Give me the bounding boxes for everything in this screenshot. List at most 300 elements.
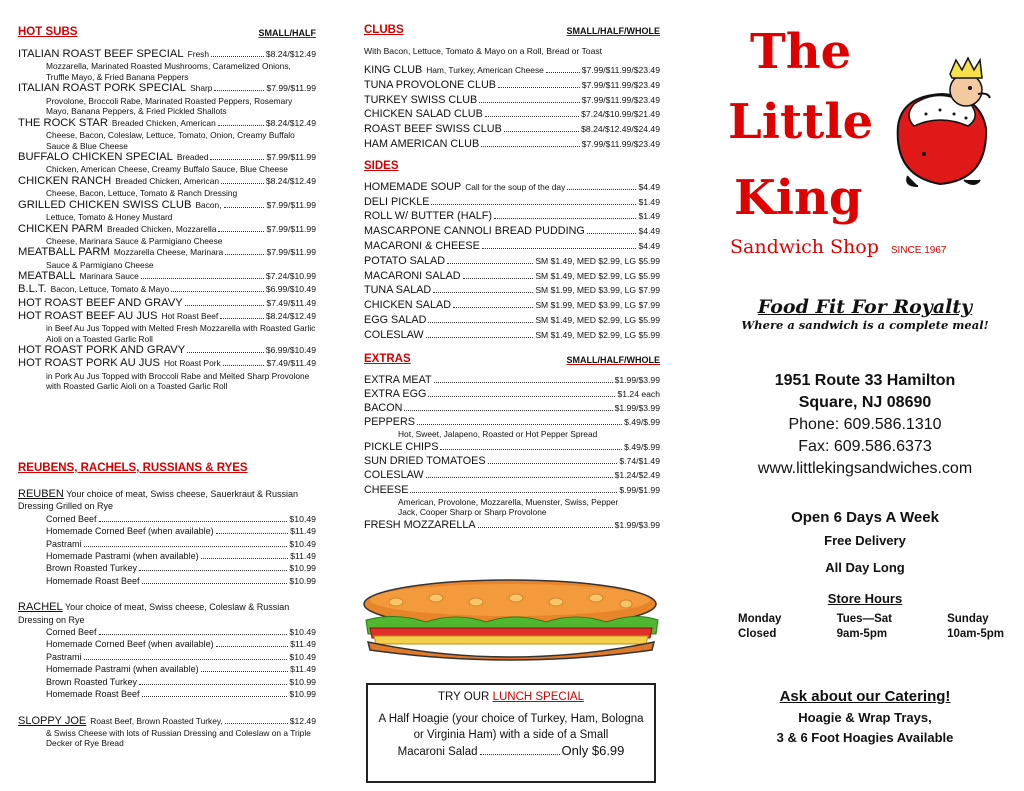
clubs-header xyxy=(364,24,660,36)
store-hours-column xyxy=(837,612,892,642)
dot-leader xyxy=(426,337,534,338)
side-price: SM $1.49, MED $2.99, LG $5.99 xyxy=(535,329,660,340)
dot-leader xyxy=(428,396,615,397)
dot-leader xyxy=(567,189,636,190)
extra-name: CHEESE xyxy=(364,483,409,496)
extra-price: $1.24 each xyxy=(617,388,660,399)
club-name: TUNA PROVOLONE CLUB xyxy=(364,78,496,91)
extra-price: $1.24/$2.49 xyxy=(614,470,660,481)
reuben-item-row xyxy=(18,651,316,663)
reuben-item-name: Brown Roasted Turkey xyxy=(46,676,138,687)
dot-leader xyxy=(142,583,288,584)
hot-sub-row xyxy=(18,357,316,370)
side-name: CHICKEN SALAD xyxy=(364,299,451,312)
dot-leader xyxy=(504,131,579,132)
side-row xyxy=(364,209,660,224)
dot-leader xyxy=(224,207,265,208)
sloppy-joe-name: SLOPPY JOE xyxy=(18,714,87,727)
hot-subs-title: HOT SUBS xyxy=(18,26,78,38)
hot-sub-price: $7.49/$11.49 xyxy=(266,297,316,308)
hot-sub-name: THE ROCK STAR xyxy=(18,116,108,129)
hot-sub-price: $8.24/$12.49 xyxy=(265,175,316,186)
hot-sub-price: $7.24/$10.99 xyxy=(265,271,316,282)
king-mascot-icon xyxy=(884,56,996,190)
clubs-note: With Bacon, Lettuce, Tomato & Mayo on a Roll, Bread or Toast xyxy=(364,46,603,56)
dot-leader xyxy=(434,382,613,383)
side-row xyxy=(364,254,660,269)
reuben-item-price: $10.99 xyxy=(289,563,316,574)
dot-leader xyxy=(220,318,264,319)
hot-sub-description: Cheese, Bacon, Lettuce, Tomato & Ranch Dressing xyxy=(46,188,238,199)
side-row xyxy=(364,180,660,195)
hot-sub-description: Lettuce, Tomato & Honey Mustard xyxy=(46,211,173,222)
reuben-group-desc: Your choice of meat, Swiss cheese, Coleslaw & Russian Dressing on Rye xyxy=(18,602,290,625)
dot-leader xyxy=(210,159,264,160)
hot-sub-row xyxy=(18,310,316,323)
brand-title-little: Little xyxy=(728,94,874,150)
reuben-item-price: $10.99 xyxy=(289,676,316,687)
dot-leader xyxy=(453,307,533,308)
hot-sub-price: $6.99/$10.49 xyxy=(265,284,316,295)
hot-sub-subtext: Breaded Chicken, American xyxy=(115,175,220,186)
side-price: SM $1.99, MED $3.99, LG $7.99 xyxy=(535,300,660,311)
hot-sub-name: HOT ROAST PORK AU JUS xyxy=(18,357,160,370)
dot-leader xyxy=(225,254,264,255)
reuben-group-name: REUBEN xyxy=(18,488,64,500)
side-row xyxy=(364,328,660,343)
club-row xyxy=(364,63,660,78)
extra-row xyxy=(364,440,660,454)
website-link[interactable]: www.littlekingsandwiches.com xyxy=(757,460,973,477)
store-hours-column xyxy=(738,612,781,642)
hot-sub-row xyxy=(18,246,316,259)
dot-leader xyxy=(488,463,618,464)
hot-sub-row xyxy=(18,117,316,130)
reuben-item-price: $10.49 xyxy=(289,627,316,638)
side-price: $4.49 xyxy=(638,226,660,237)
lunch-special-body: A Half Hoagie (your choice of Turkey, Ham, Bologna or Virginia Ham) with a side of a Small xyxy=(378,713,644,741)
side-price: $1.49 xyxy=(638,196,660,207)
hot-sub-price: $7.99/$11.99 xyxy=(266,152,316,163)
club-row xyxy=(364,107,660,122)
dot-leader xyxy=(187,352,264,353)
dot-leader xyxy=(223,365,265,366)
extra-row xyxy=(364,401,660,415)
hot-sub-subtext: Breaded xyxy=(176,152,209,163)
brand-title-the: The xyxy=(750,24,852,80)
dot-leader xyxy=(201,558,288,559)
dot-leader xyxy=(99,634,288,635)
hot-sub-price: $8.24/$12.49 xyxy=(265,49,316,59)
dot-leader xyxy=(482,248,637,249)
hot-sub-name: HOT ROAST PORK AND GRAVY xyxy=(18,344,186,357)
dot-leader xyxy=(216,533,288,534)
dot-leader xyxy=(214,90,264,91)
side-row xyxy=(364,239,660,254)
catering-line-2: 3 & 6 Foot Hoagies Available xyxy=(776,730,954,745)
reuben-group-desc: Your choice of meat, Swiss cheese, Sauerkraut & Russian Dressing Grilled on Rye xyxy=(18,489,298,512)
hot-sub-price: $8.24/$12.49 xyxy=(265,117,316,128)
hot-sub-description: Chicken, American Cheese, Creamy Buffalo Sauce, Blue Cheese xyxy=(46,164,288,175)
club-row xyxy=(364,137,660,152)
hot-sub-name: MEATBALL xyxy=(18,270,76,283)
side-name: POTATO SALAD xyxy=(364,254,445,267)
fax: Fax: 609.586.6373 xyxy=(798,438,932,455)
hot-sub-price: $7.99/$11.99 xyxy=(266,223,316,234)
reuben-item-price: $11.49 xyxy=(290,526,316,537)
side-name: MACARONI SALAD xyxy=(364,269,461,282)
extra-price: $.49/$.99 xyxy=(624,417,660,428)
reuben-item-row xyxy=(18,513,316,525)
extra-price: $.49/$.99 xyxy=(624,441,660,452)
hot-sub-description: Cheese, Marinara Sauce & Parmigiano Cheese xyxy=(46,235,223,246)
hot-sub-row xyxy=(18,223,316,236)
hot-sub-subtext: Marinara Sauce xyxy=(79,271,139,282)
reuben-item-name: Homemade Roast Beef xyxy=(46,689,140,700)
dot-leader xyxy=(431,204,636,205)
extras-list xyxy=(364,373,660,533)
hot-sub-price: $8.24/$12.49 xyxy=(265,310,316,321)
side-name: TUNA SALAD xyxy=(364,284,432,297)
hot-sub-row xyxy=(18,270,316,283)
side-price: $1.49 xyxy=(638,211,660,222)
extra-name: COLESLAW xyxy=(364,469,424,482)
side-name: MACARONI & CHEESE xyxy=(364,239,480,252)
slogan: Where a sandwich is a complete meal! xyxy=(741,318,989,332)
dot-leader xyxy=(141,278,264,279)
brand-since: SINCE 1967 xyxy=(890,245,947,256)
hot-sub-description: in Beef Au Jus Topped with Melted Fresh Mozzarella with Roasted Garlic Aioli on a Toasted Garlic Roll xyxy=(46,322,316,344)
dot-leader xyxy=(211,56,264,57)
reuben-item-price: $11.49 xyxy=(290,639,316,650)
phone: Phone: 609.586.1310 xyxy=(788,416,942,433)
hot-sub-description: Sauce & Parmigiano Cheese xyxy=(46,259,154,270)
dot-leader xyxy=(494,218,637,219)
catering-line-1: Hoagie & Wrap Trays, xyxy=(798,710,932,725)
clubs-list xyxy=(364,63,660,152)
reuben-item-row xyxy=(18,562,316,574)
extra-price: $1.99/$3.99 xyxy=(614,519,660,530)
hot-sub-row xyxy=(18,297,316,310)
hot-sub-name: B.L.T. xyxy=(18,283,47,296)
extras-title: EXTRAS xyxy=(364,352,411,365)
extras-header xyxy=(364,353,660,365)
reuben-item-name: Homemade Pastrami (when available) xyxy=(46,664,199,675)
dot-leader xyxy=(410,492,617,493)
brand-title-king: King xyxy=(734,170,863,226)
dot-leader xyxy=(426,477,613,478)
hot-sub-price: $6.99/$10.49 xyxy=(265,345,316,356)
reuben-item-row xyxy=(18,676,316,688)
reuben-item-name: Pastrami xyxy=(46,538,82,549)
sloppy-joe-price: $12.49 xyxy=(289,715,316,726)
dot-leader xyxy=(218,231,264,232)
hot-sub-price: $7.99/$11.99 xyxy=(266,199,316,210)
reuben-item-name: Homemade Roast Beef xyxy=(46,575,140,586)
dot-leader xyxy=(404,410,612,411)
extra-name: PEPPERS xyxy=(364,416,416,429)
club-price: $7.24/$10.99/$21.49 xyxy=(581,109,660,120)
extra-name: EXTRA MEAT xyxy=(364,373,432,386)
dot-leader xyxy=(433,292,533,293)
reuben-group xyxy=(18,488,316,587)
hot-subs-column xyxy=(18,0,316,749)
side-name: HOMEMADE SOUP xyxy=(364,180,462,193)
hoagie-illustration xyxy=(356,572,664,672)
reuben-group-head xyxy=(18,601,316,626)
hot-sub-name: BUFFALO CHICKEN SPECIAL xyxy=(18,151,173,164)
store-hours-time: Closed xyxy=(738,628,777,640)
side-name: ROLL W/ BUTTER (HALF) xyxy=(364,210,492,223)
dot-leader xyxy=(84,546,288,547)
reubens-header xyxy=(18,462,316,474)
lunch-special-prefix: TRY OUR xyxy=(438,691,490,703)
hot-sub-row xyxy=(18,199,316,212)
reuben-item-name: Pastrami xyxy=(46,651,82,662)
open-days: Open 6 Days A Week xyxy=(791,509,939,526)
lunch-special-price: Only $6.99 xyxy=(561,743,625,758)
reuben-item-price: $10.99 xyxy=(289,575,316,586)
club-name: TURKEY SWISS CLUB xyxy=(364,93,478,106)
side-name: EGG SALAD xyxy=(364,313,427,326)
reuben-group xyxy=(18,601,316,700)
reuben-item-row xyxy=(18,538,316,550)
side-price: SM $1.49, MED $2.99, LG $5.99 xyxy=(535,270,660,281)
tagline: Food Fit For Royalty xyxy=(757,296,973,318)
reuben-item-price: $11.49 xyxy=(290,664,316,675)
side-row xyxy=(364,269,660,284)
reuben-item-price: $11.49 xyxy=(290,551,316,562)
club-row xyxy=(364,93,660,108)
extra-row xyxy=(364,373,660,387)
hot-sub-name: CHICKEN RANCH xyxy=(18,174,112,187)
store-hours-day: Monday xyxy=(738,613,782,625)
dot-leader xyxy=(440,449,622,450)
hot-sub-price: $7.99/$11.99 xyxy=(266,83,316,94)
brand-subtitle-row xyxy=(730,236,946,258)
reuben-item-name: Homemade Pastrami (when available) xyxy=(46,551,199,562)
reuben-item-price: $10.49 xyxy=(289,538,316,549)
hot-sub-name: HOT ROAST BEEF AU JUS xyxy=(18,309,158,322)
reuben-group-name: RACHEL xyxy=(18,601,63,614)
store-hours-day: Sunday xyxy=(947,613,989,625)
address-line-2: Square, NJ 08690 xyxy=(798,394,932,411)
extra-price: $.99/$1.99 xyxy=(619,484,660,495)
brand-subtitle: Sandwich Shop xyxy=(730,236,879,258)
sloppy-joe-subtext: Roast Beef, Brown Roasted Turkey, xyxy=(90,715,223,726)
dot-leader xyxy=(218,125,264,126)
store-hours-time: 10am-5pm xyxy=(947,628,1004,640)
extra-row xyxy=(364,415,660,429)
all-day-long: All Day Long xyxy=(825,560,905,575)
hot-sub-row xyxy=(18,283,316,296)
reuben-item-name: Corned Beef xyxy=(46,513,97,524)
dot-leader xyxy=(485,116,579,117)
reuben-item-name: Homemade Corned Beef (when available) xyxy=(46,639,214,650)
hot-sub-name: CHICKEN PARM xyxy=(18,222,103,235)
hot-sub-name: HOT ROAST BEEF AND GRAVY xyxy=(18,296,183,309)
reuben-item-name: Brown Roasted Turkey xyxy=(46,563,138,574)
hot-sub-row xyxy=(18,82,316,95)
club-row xyxy=(364,122,660,137)
club-name: CHICKEN SALAD CLUB xyxy=(364,108,483,121)
reuben-item-row xyxy=(18,626,316,638)
dot-leader xyxy=(498,87,580,88)
extra-description: American, Provolone, Mozzarella, Muenster, Swiss, Pepper Jack, Cooper Sharp or Sharp Provolone xyxy=(398,496,619,518)
reubens-title: REUBENS, RACHELS, RUSSIANS & RYES xyxy=(18,462,248,474)
lunch-special-item: Macaroni Salad xyxy=(397,746,478,758)
extra-description: Hot, Sweet, Jalapeno, Roasted or Hot Pepper Spread xyxy=(398,429,598,440)
side-subtext: Call for the soup of the day xyxy=(465,181,566,192)
side-name: DELI PICKLE xyxy=(364,195,430,208)
side-row xyxy=(364,283,660,298)
hot-sub-description: Cheese, Bacon, Coleslaw, Lettuce, Tomato, Onion, Creamy Buffalo Sauce & Blue Cheese xyxy=(46,129,295,151)
clubs-sides-extras-column xyxy=(364,0,660,758)
side-row xyxy=(364,224,660,239)
reuben-item-name: Corned Beef xyxy=(46,627,97,638)
lunch-special-box xyxy=(366,683,656,783)
sides-list xyxy=(364,180,660,343)
hot-sub-description: in Pork Au Jus Topped with Broccoli Rabe and Melted Sharp Provolone with Roasted Garlic Aioli on a Toasted Garlic Roll xyxy=(46,370,310,392)
store-hours-day: Tues—Sat xyxy=(836,613,892,625)
side-price: SM $1.49, MED $2.99, LG $5.99 xyxy=(535,314,660,325)
dot-leader xyxy=(139,684,287,685)
extra-name: SUN DRIED TOMATOES xyxy=(364,455,486,468)
dot-leader xyxy=(99,521,288,522)
dot-leader xyxy=(171,291,264,292)
reuben-item-price: $10.49 xyxy=(289,513,316,524)
extra-row xyxy=(364,518,660,532)
extra-name: FRESH MOZZARELLA xyxy=(364,518,476,531)
dot-leader xyxy=(463,278,534,279)
reuben-item-row xyxy=(18,525,316,537)
reuben-item-price: $10.99 xyxy=(289,689,316,700)
reuben-item-row xyxy=(18,575,316,587)
extra-price: $1.99/$3.99 xyxy=(614,402,660,413)
hot-sub-subtext: Bacon, xyxy=(195,199,222,210)
hot-sub-name: ITALIAN ROAST PORK SPECIAL xyxy=(18,82,187,95)
side-price: $4.49 xyxy=(638,240,660,251)
extra-price: $1.99/$3.99 xyxy=(614,374,660,385)
extras-sizes: SMALL/HALF/WHOLE xyxy=(566,354,660,365)
dot-leader xyxy=(201,671,288,672)
hot-sub-row xyxy=(18,48,316,61)
hot-sub-price: $7.99/$11.99 xyxy=(266,247,316,258)
hot-subs-header xyxy=(18,26,316,38)
extra-row xyxy=(364,387,660,401)
extra-name: PICKLE CHIPS xyxy=(364,440,439,453)
hot-sub-subtext: Sharp xyxy=(190,83,213,94)
dot-leader xyxy=(142,696,288,697)
side-name: MASCARPONE CANNOLI BREAD PUDDING xyxy=(364,225,585,238)
clubs-sizes: SMALL/HALF/WHOLE xyxy=(566,26,660,36)
hot-sub-subtext: Mozzarella Cheese, Marinara xyxy=(113,247,224,258)
club-price: $7.99/$11.99/$23.49 xyxy=(581,79,660,90)
hot-sub-subtext: Breaded Chicken, Mozzarella xyxy=(106,223,217,234)
hot-sub-subtext: Bacon, Lettuce, Tomato & Mayo xyxy=(50,284,170,295)
club-name: ROAST BEEF SWISS CLUB xyxy=(364,123,502,136)
dot-leader xyxy=(447,263,533,264)
hot-sub-description: Mozzarella, Marinated Roasted Mushrooms, Caramelized Onions, Truffle Mayo, & Fried Banana Peppers xyxy=(46,61,291,82)
reuben-item-name: Homemade Corned Beef (when available) xyxy=(46,526,214,537)
hot-sub-subtext: Breaded Chicken, American xyxy=(111,117,216,128)
hot-sub-row xyxy=(18,175,316,188)
reuben-group-head xyxy=(18,488,316,513)
hot-sub-name: GRILLED CHICKEN SWISS CLUB xyxy=(18,198,192,211)
extra-row xyxy=(364,454,660,468)
side-price: $4.49 xyxy=(638,181,660,192)
club-subtext: Ham, Turkey, American Cheese xyxy=(426,65,544,75)
reuben-item-row xyxy=(18,663,316,675)
catering-title: Ask about our Catering! xyxy=(779,688,951,705)
hot-sub-row xyxy=(18,151,316,164)
dot-leader xyxy=(479,102,580,103)
sloppy-joe-row xyxy=(18,715,316,728)
reuben-item-row xyxy=(18,688,316,700)
hot-sub-subtext: Fresh xyxy=(187,49,210,59)
reuben-item-price: $10.49 xyxy=(289,651,316,662)
free-delivery: Free Delivery xyxy=(824,533,906,548)
address-line-1: 1951 Route 33 Hamilton xyxy=(774,372,956,389)
hot-subs-sizes: SMALL/HALF xyxy=(258,28,316,38)
hot-sub-subtext: Hot Roast Beef xyxy=(161,310,219,321)
store-hours-column xyxy=(947,612,1004,642)
club-price: $7.99/$11.99/$23.49 xyxy=(581,65,660,75)
hot-sub-name: MEATBALL PARM xyxy=(18,246,110,259)
club-price: $7.99/$11.99/$23.49 xyxy=(581,138,660,149)
store-hours-title: Store Hours xyxy=(827,591,903,606)
side-row xyxy=(364,195,660,210)
tagline-block xyxy=(720,296,1010,332)
sloppy-joe-description: & Swiss Cheese with lots of Russian Dressing and Coleslaw on a Triple Decker of Rye Bread xyxy=(46,727,311,749)
dot-leader xyxy=(216,646,288,647)
extra-name: EXTRA EGG xyxy=(364,387,427,400)
hot-sub-name: ITALIAN ROAST BEEF SPECIAL xyxy=(18,48,184,60)
hot-sub-row xyxy=(18,344,316,357)
reuben-item-row xyxy=(18,550,316,562)
side-price: SM $1.99, MED $3.99, LG $7.99 xyxy=(535,285,660,296)
extra-price: $.74/$1.49 xyxy=(619,456,660,467)
hot-sub-price: $7.49/$11.49 xyxy=(266,358,316,369)
sides-header xyxy=(364,160,660,172)
dot-leader xyxy=(481,146,580,147)
extra-row xyxy=(364,483,660,497)
dot-leader xyxy=(428,322,533,323)
hot-subs-list xyxy=(18,48,316,392)
dot-leader xyxy=(478,527,613,528)
side-price: SM $1.49, MED $2.99, LG $5.99 xyxy=(535,255,660,266)
club-name: KING CLUB xyxy=(364,64,423,76)
contact-block xyxy=(720,370,1010,480)
dot-leader xyxy=(221,183,264,184)
club-price: $7.99/$11.99/$23.49 xyxy=(581,94,660,105)
hot-sub-description: Provolone, Broccoli Rabe, Marinated Roasted Peppers, Rosemary Mayo, Banana Peppers, & Fried Pickled Shallots xyxy=(46,95,293,117)
sloppy-joe xyxy=(18,715,316,749)
dot-leader xyxy=(417,424,622,425)
reubens-list xyxy=(18,488,316,749)
lunch-special-leader xyxy=(480,754,560,755)
hot-sub-subtext: Hot Roast Pork xyxy=(163,358,221,369)
dot-leader xyxy=(139,570,287,571)
club-row xyxy=(364,78,660,93)
lunch-special-highlight: LUNCH SPECIAL xyxy=(492,691,584,703)
dot-leader xyxy=(84,659,288,660)
dot-leader xyxy=(546,72,580,73)
extra-name: BACON xyxy=(364,401,403,414)
side-row xyxy=(364,313,660,328)
club-price: $8.24/$12.49/$24.49 xyxy=(581,124,660,135)
side-row xyxy=(364,298,660,313)
